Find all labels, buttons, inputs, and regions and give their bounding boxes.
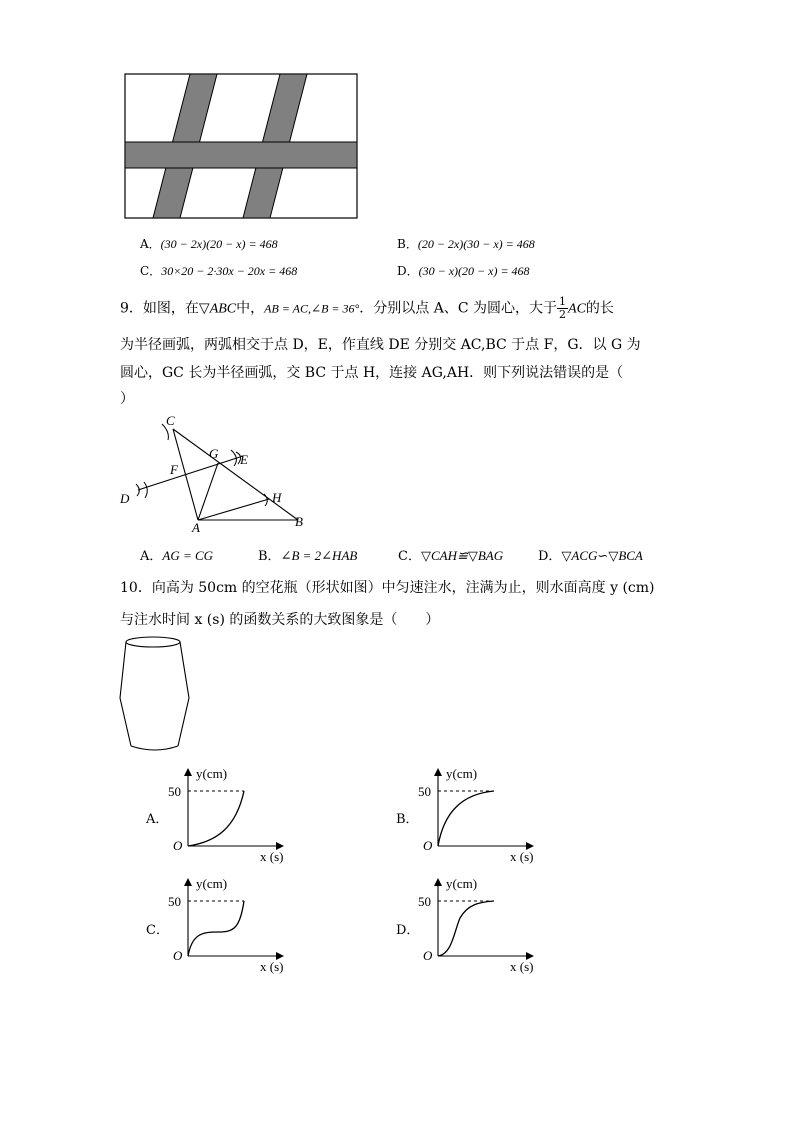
graph-b-origin: O bbox=[423, 838, 433, 853]
q9-stem-line3: 圆心，GC 长为半径画弧，交 BC 于点 H，连接 AG,AH．则下列说法错误的是（ bbox=[120, 365, 624, 381]
q8-option-a[interactable]: A．(30 − 2x)(20 − x) = 468 bbox=[140, 237, 278, 251]
label-g: G bbox=[209, 446, 219, 461]
q8-option-c[interactable]: C．30×20 − 2·30x − 20x = 468 bbox=[140, 264, 298, 278]
q8-road-figure bbox=[120, 70, 362, 222]
label-e: E bbox=[240, 452, 248, 467]
graph-a-xlabel: x (s) bbox=[260, 849, 284, 864]
graph-b-xlabel: x (s) bbox=[510, 849, 534, 864]
graph-a-ylabel: y(cm) bbox=[196, 766, 228, 781]
label-h: H bbox=[272, 490, 282, 505]
label-a: A bbox=[192, 520, 200, 535]
q10-graph-d[interactable] bbox=[418, 872, 548, 974]
label-b: B bbox=[295, 514, 303, 529]
graph-d-ylabel: y(cm) bbox=[446, 876, 478, 891]
graph-c-ytick: 50 bbox=[168, 894, 181, 909]
q9-stem-line4: ） bbox=[120, 391, 134, 407]
label-f: F bbox=[170, 462, 178, 477]
q9-stem-line2: 为半径画弧，两弧相交于点 D，E，作直线 DE 分别交 AC,BC 于点 F，G．以 G 为 bbox=[120, 337, 641, 353]
graph-a-origin: O bbox=[173, 838, 183, 853]
graph-d-xlabel: x (s) bbox=[510, 959, 534, 974]
q10-graph-a[interactable] bbox=[168, 762, 298, 864]
q9-option-c[interactable]: C．▽CAH≌▽BAG bbox=[398, 548, 504, 564]
q8-option-d[interactable]: D．(30 − x)(20 − x) = 468 bbox=[397, 264, 530, 278]
q10-graph-c[interactable] bbox=[168, 872, 298, 974]
q10-option-b-letter[interactable]: B． bbox=[396, 812, 419, 827]
graph-c-origin: O bbox=[173, 948, 183, 963]
q9-option-d[interactable]: D．▽ACG∽▽BCA bbox=[538, 548, 643, 564]
q9-option-b[interactable]: B．∠B = 2∠HAB bbox=[258, 548, 358, 564]
graph-b-ytick: 50 bbox=[418, 784, 431, 799]
graph-c-xlabel: x (s) bbox=[260, 959, 284, 974]
q10-option-c-letter[interactable]: C． bbox=[146, 923, 169, 938]
vase-figure bbox=[115, 632, 197, 756]
graph-a-ytick: 50 bbox=[168, 784, 181, 799]
q9-geometry-figure bbox=[110, 410, 320, 535]
q10-graph-b[interactable] bbox=[418, 762, 548, 864]
label-c: C bbox=[166, 413, 175, 428]
q8-option-b[interactable]: B．(20 − 2x)(30 − x) = 468 bbox=[397, 237, 535, 251]
graph-b-ylabel: y(cm) bbox=[446, 766, 478, 781]
graph-c-ylabel: y(cm) bbox=[196, 876, 228, 891]
q9-fraction: $\frac{1}{2}$ bbox=[559, 295, 567, 321]
graph-d-ytick: 50 bbox=[418, 894, 431, 909]
q9-stem-line1: 9．如图，在▽ABC中，AB = AC,∠B = 36°．分别以点 A、C 为圆心，大于 $\frac{1}{2}$ AC的长 bbox=[120, 295, 614, 321]
q10-stem-line2: 与注水时间 x (s) 的函数关系的大致图象是（ ） bbox=[120, 612, 440, 628]
graph-d-origin: O bbox=[423, 948, 433, 963]
q10-stem-line1: 10．向高为 50cm 的空花瓶（形状如图）中匀速注水，注满为止，则水面高度 y (cm) bbox=[120, 580, 655, 596]
q10-option-a-letter[interactable]: A． bbox=[146, 812, 169, 827]
q9-option-a[interactable]: A．AG = CG bbox=[140, 548, 214, 564]
label-d: D bbox=[120, 491, 130, 506]
q10-option-d-letter[interactable]: D． bbox=[396, 923, 420, 938]
